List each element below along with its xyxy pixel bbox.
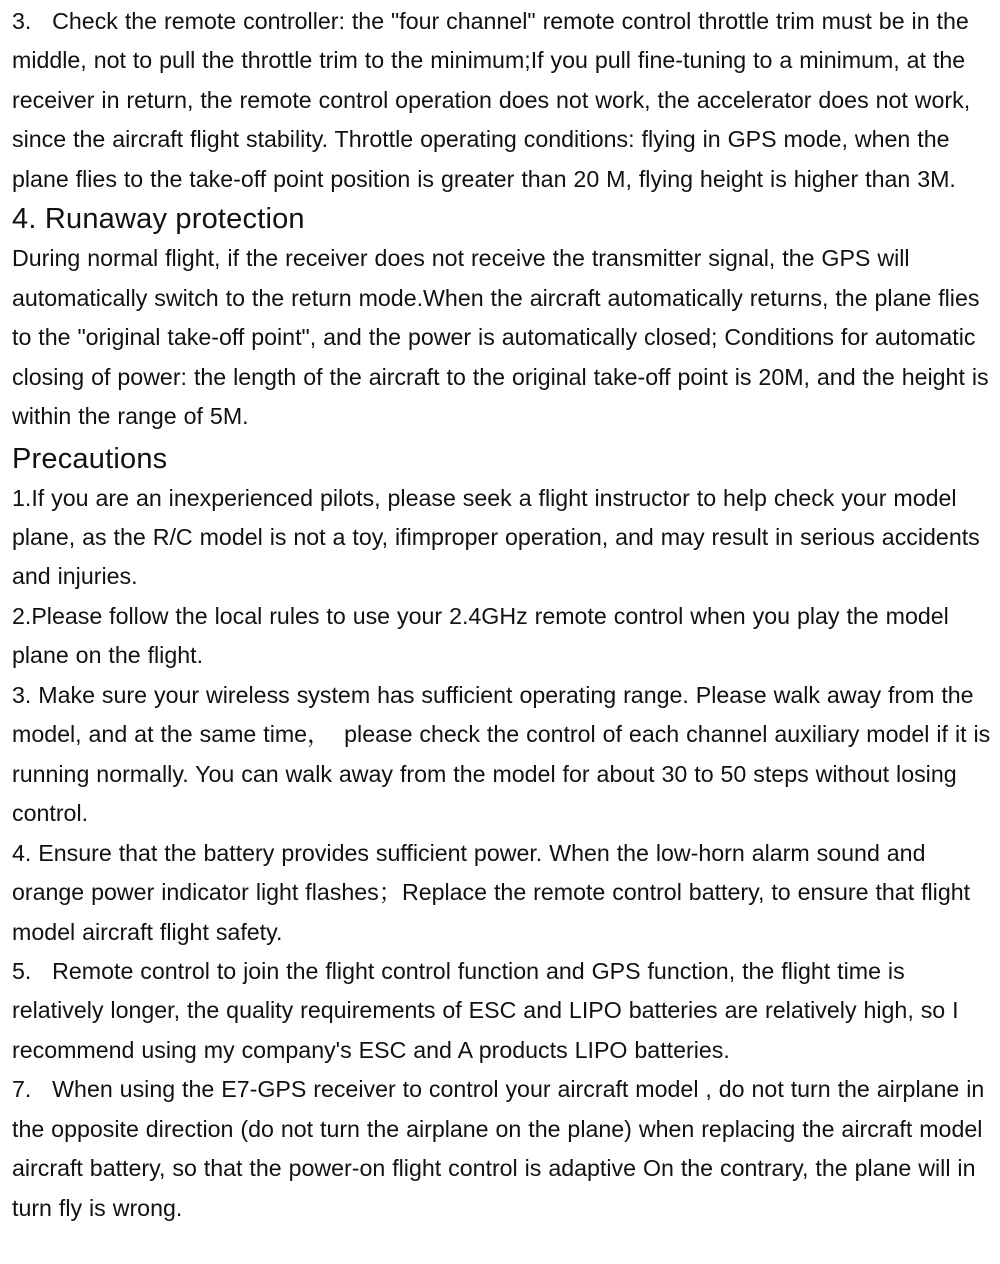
precaution-item: 3. Make sure your wireless system has sufficient operating range. Please walk away from the model, and at the same time， please check the control of each channel auxiliary model if it is running normally. You can walk away from the model for about 30 to 50 steps without losing control. xyxy=(12,681,998,827)
precaution-item: 5. Remote control to join the flight control function and GPS function, the flight time is relatively longer, the quality requirements of ESC and LIPO batteries are relatively high, so I recommend using my company's ESC and A products LIPO batteries. xyxy=(12,957,966,1063)
precaution-item: 1.If you are an inexperienced pilots, please seek a flight instructor to help check your model plane, as the R/C model is not a toy, ifimproper operation, and may result in serious accidents and injuries. xyxy=(12,484,987,590)
runaway-protection-paragraph: During normal flight, if the receiver does not receive the transmitter signal, the GPS will automatically switch to the return mode.When the aircraft automatically returns, the plane flies to the "original take-off point", and the power is automatically closed; Conditions for automatic closing of power: the length of the aircraft to the original take-off point is 20M, and the height is within the range of 5M. xyxy=(12,245,996,430)
precaution-item: 4. Ensure that the battery provides sufficient power. When the low-horn alarm sound and orange power indicator light flashes；Replace the remote control battery, to ensure that flight model aircraft flight safety. xyxy=(12,839,978,945)
precaution-item: 2.Please follow the local rules to use your 2.4GHz remote control when you play the model plane on the flight. xyxy=(12,602,956,669)
runaway-protection-heading: 4. Runaway protection xyxy=(12,203,305,236)
precautions-heading: Precautions xyxy=(12,442,168,475)
throttle-trim-paragraph: 3. Check the remote controller: the "four channel" remote control throttle trim must be in the middle, not to pull the throttle trim to the minimum;If you pull fine-tuning to a minimum, at the receiver in return, the remote control operation does not work, the accelerator does not work, since the aircraft flight stability. Throttle operating conditions: flying in GPS mode, when the plane flies to the take-off point position is greater than 20 M, flying height is higher than 3M. xyxy=(12,8,978,192)
precaution-item: 7. When using the E7-GPS receiver to control your aircraft model , do not turn the airplane in the opposite direction (do not turn the airplane on the plane) when replacing the aircraft model aircraft battery, so that the power-on flight control is adaptive On the contrary, the plane will in turn fly is wrong. xyxy=(12,1076,992,1221)
